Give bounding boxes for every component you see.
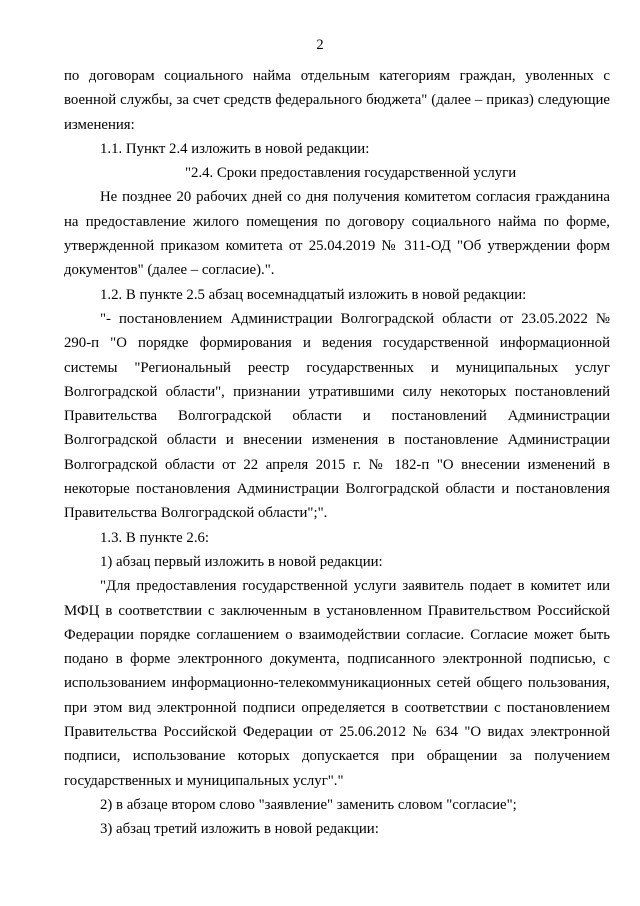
document-body [64,64,610,842]
paragraph-subitem-2: 2) в абзаце втором слово "заявление" заменить словом "согласие"; [100,796,517,813]
paragraph-section-title: "2.4. Сроки предоставления государственной услуги [185,165,517,182]
paragraph-subitem-3: 3) абзац третий изложить в новой редакции: [100,821,379,838]
paragraph-item-1-1: 1.1. Пункт 2.4 изложить в новой редакции: [100,140,370,157]
page-number: 2 [316,37,324,53]
paragraph-resolution-quote: "- постановлением Администрации Волгоградской области от 23.05.2022 № 290-п "О порядке формирования и ведения государственной информационной системы "Региональный реестр государственных и муниципальных услуг Волгоградской области", признании утратившими силу некоторых постановлений Правительства Волгоградской области и постановлений Администрации Волгоградской области и внесении изменения в постановление Администрации Волгоградской области от 22 апреля 2015 г. № 182-п "О внесении изменений в некоторые постановления Администрации Волгоградской области и постановления Правительства Волгоградской области";". [64,310,610,522]
paragraph-subitem-1: 1) абзац первый изложить в новой редакции: [100,553,383,570]
paragraph-item-1-2: 1.2. В пункте 2.5 абзац восемнадцатый изложить в новой редакции: [100,286,527,303]
paragraph-submission-quote: "Для предоставления государственной услуги заявитель подает в комитет или МФЦ в соответствии с заключенным в установленном Правительством Российской Федерации порядке соглашением о взаимодействии согласие. Согласие может быть подано в форме электронного документа, подписанного электронной подписью, с использованием информационно-телекоммуникационных сетей общего пользования, при этом вид электронной подписи определяется в соответствии с постановлением Правительства Российской Федерации от 25.06.2012 № 634 "О видах электронной подписи, использование которых допускается при обращении за получением государственных и муниципальных услуг"." [64,578,610,789]
paragraph-deadline: Не позднее 20 рабочих дней со дня получения комитетом согласия гражданина на предоставление жилого помещения по договору социального найма по форме, утвержденной приказом комитета от 25.04.2019 № 311-ОД "Об утверждении форм документов" (далее – согласие).". [64,189,610,279]
paragraph-item-1-3: 1.3. В пункте 2.6: [100,529,210,546]
paragraph-intro-continuation: по договорам социального найма отдельным категориям граждан, уволенных с военной службы, за счет средств федерального бюджета" (далее – приказ) следующие изменения: [64,68,610,133]
